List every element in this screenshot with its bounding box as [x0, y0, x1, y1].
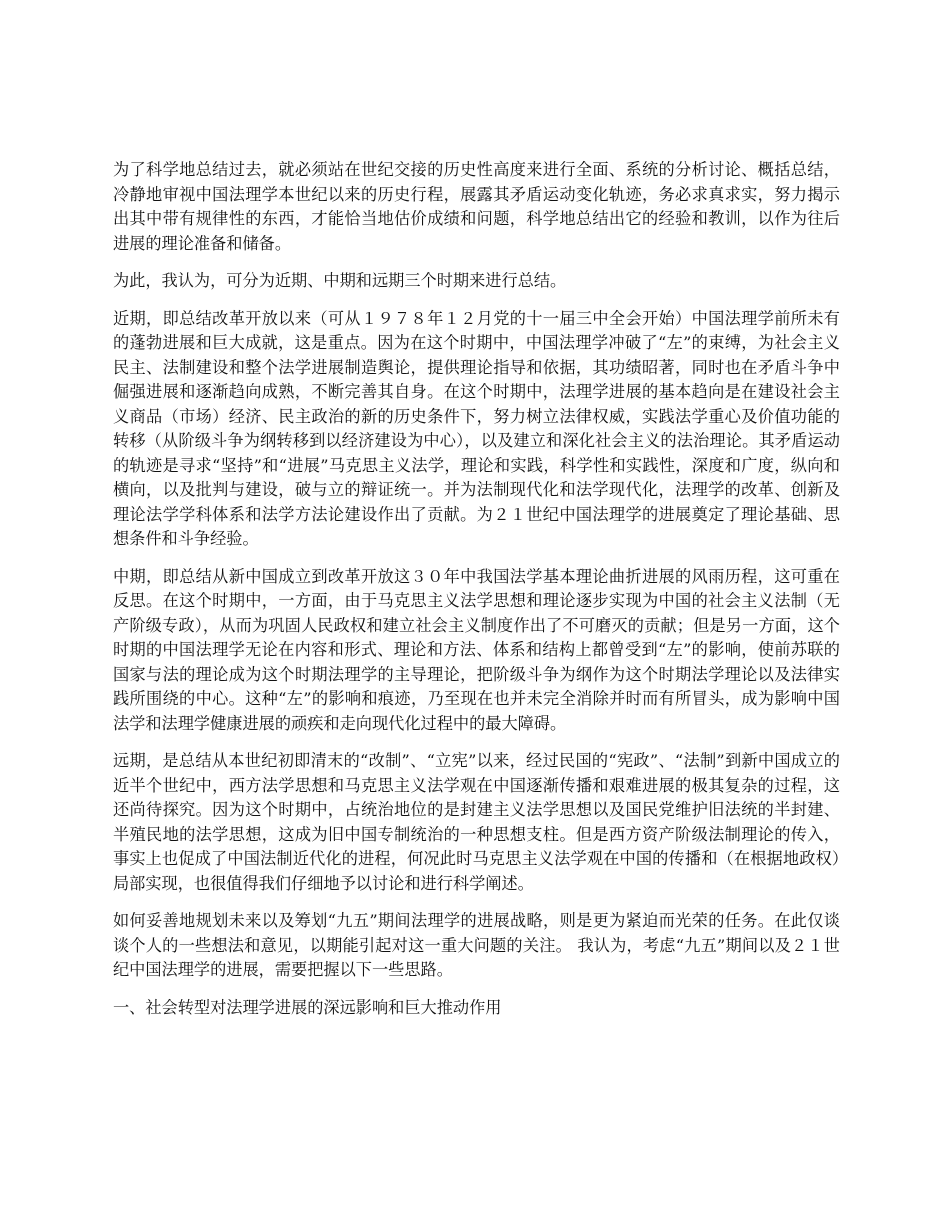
paragraph-middle-period: 中期，即总结从新中国成立到改革开放这３０年中我国法学基本理论曲折进展的风雨历程，这可重在反思。在这个时期中，一方面，由于马克思主义法学思想和理论逐步实现为中国的社会主义法制（无产阶级专政），从而为巩固人民政权和建立社会主义制度作出了不可磨灭的贡献；但是另一方面，这个时期的中国法理学无论在内容和形式、理论和方法、体系和结构上都曾受到“左”的影响，使前苏联的国家与法的理论成为这个时期法理学的主导理论，把阶级斗争为纲作为这个时期法学理论以及法律实践所围绕的中心。这种“左”的影响和痕迹，乃至现在也并未完全消除并时而有所冒头，成为影响中国法学和法理学健康进展的顽疾和走向现代化过程中的最大障碍。	[113, 566, 840, 733]
paragraph-recent-period: 近期，即总结改革开放以来（可从１９７８年１２月党的十一届三中全会开始）中国法理学前所未有的蓬勃进展和巨大成就，这是重点。因为在这个时期中，中国法理学冲破了“左”的束缚，为社会主义民主、法制建设和整个法学进展制造舆论，提供理论指导和依据，其功绩昭著，同时也在矛盾斗争中倔强进展和逐渐趋向成熟，不断完善其自身。在这个时期中，法理学进展的基本趋向是在建设社会主义商品（市场）经济、民主政治的新的历史条件下，努力树立法律权威，实践法学重心及价值功能的转移（从阶级斗争为纲转移到以经济建设为中心），以及建立和深化社会主义的法治理论。其矛盾运动的轨迹是寻求“坚持”和“进展”马克思主义法学，理论和实践，科学性和实践性，深度和广度，纵向和横向，以及批判与建设，破与立的辩证统一。并为法制现代化和法学现代化，法理学的改革、创新及理论法学学科体系和法学方法论建设作出了贡献。为２１世纪中国法理学的进展奠定了理论基础、思想条件和斗争经验。	[113, 308, 840, 548]
paragraph-distant-period: 远期，是总结从本世纪初即清末的“改制”、“立宪”以来，经过民国的“宪政”、“法制”到新中国成立的近半个世纪中，西方法学思想和马克思主义法学观在中国逐渐传播和艰难进展的极其复杂的过程，这还尚待探究。因为这个时期中，占统治地位的是封建主义法学思想以及国民党维护旧法统的半封建、半殖民地的法学思想，这成为旧中国专制统治的一种思想支柱。但是西方资产阶级法制理论的传入，事实上也促成了中国法制近代化的进程，何况此时马克思主义法学观在中国的传播和（在根据地政权）局部实现，也很值得我们仔细地予以讨论和进行科学阐述。	[113, 751, 840, 893]
paragraph-future-planning: 如何妥善地规划未来以及筹划“九五”期间法理学的进展战略，则是更为紧迫而光荣的任务。在此仅谈谈个人的一些想法和意见，以期能引起对这一重大问题的关注。 我认为，考虑“九五”期间以及２１世纪中国法理学的进展，需要把握以下一些思路。	[113, 911, 840, 979]
section-heading: 一、社会转型对法理学进展的深远影响和巨大推动作用	[113, 997, 502, 1017]
paragraph-intro: 为了科学地总结过去，就必须站在世纪交接的历史性高度来进行全面、系统的分析讨论、概括总结，冷静地审视中国法理学本世纪以来的历史行程，展露其矛盾运动变化轨迹，务必求真求实，努力揭示出其中带有规律性的东西，才能恰当地估价成绩和问题，科学地总结出它的经验和教训，以作为往后进展的理论准备和储备。	[113, 160, 840, 253]
document-body	[113, 158, 840, 1033]
paragraph-periods: 为此，我认为，可分为近期、中期和远期三个时期来进行总结。	[113, 271, 567, 290]
